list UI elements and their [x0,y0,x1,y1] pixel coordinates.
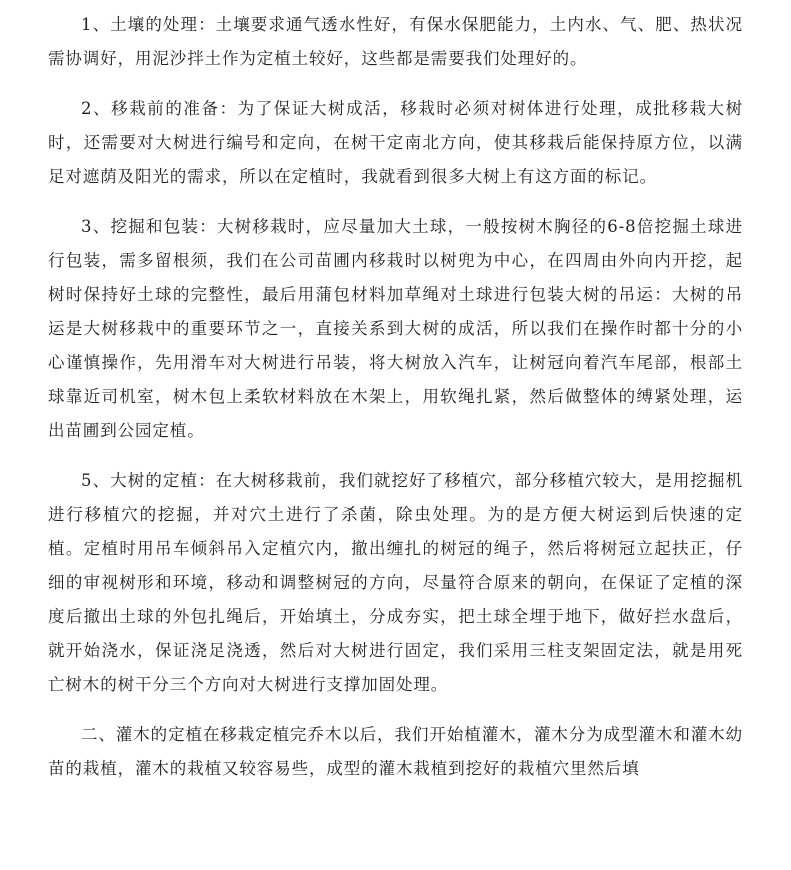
paragraph-tree-planting: 5、大树的定植：在大树移栽前，我们就挖好了移植穴，部分移植穴较大，是用挖掘机进行移植穴的挖掘，并对穴土进行了杀菌，除虫处理。为的是方便大树运到后快速的定植。定植时用吊车倾斜吊入定植穴内，撤出缠扎的树冠的绳子，然后将树冠立起扶正，仔细的审视树形和环境，移动和调整树冠的方向，尽量符合原来的朝向，在保证了定植的深度后撤出土球的外包扎绳后，开始填土，分成夯实，把土球全埋于地下，做好拦水盘后，就开始浇水，保证浇足浇透，然后对大树进行固定，我们采用三柱支架固定法，就是用死亡树木的树干分三个方向对大树进行支撑加固处理。 [48,471,743,694]
paragraph-digging-and-packing: 3、挖掘和包装：大树移栽时，应尽量加大土球，一般按树木胸径的6-8倍挖掘土球进行包装，需多留根须，我们在公司苗圃内移栽时以树兜为中心，在四周由外向内开挖，起树时保持好土球的完整性，最后用蒲包材料加草绳对土球进行包装大树的吊运：大树的吊运是大树移栽中的重要环节之一，直接关系到大树的成活，所以我们在操作时都十分的小心谨慎操作，先用滑车对大树进行吊装，将大树放入汽车，让树冠向着汽车尾部，根部土球靠近司机室，树木包上柔软材料放在木架上，用软绳扎紧，然后做整体的缚紧处理，运出苗圃到公园定植。 [48,217,743,440]
paragraph-soil-treatment: 1、土壤的处理：土壤要求通气透水性好，有保水保肥能力，土内水、气、肥、热状况需协调好，用泥沙拌土作为定植土较好，这些都是需要我们处理好的。 [48,15,743,68]
paragraph-shrub-planting: 二、灌木的定植在移栽定植完乔木以后，我们开始植灌木，灌木分为成型灌木和灌木幼苗的栽植，灌木的栽植又较容易些，成型的灌木栽植到挖好的栽植穴里然后填 [48,725,743,778]
paragraph-transplant-preparation: 2、移栽前的准备：为了保证大树成活，移栽时必须对树体进行处理，成批移栽大树时，还需要对大树进行编号和定向，在树干定南北方向，使其移栽后能保持原方位，以满足对遮荫及阳光的需求，所以在定植时，我就看到很多大树上有这方面的标记。 [48,99,743,186]
